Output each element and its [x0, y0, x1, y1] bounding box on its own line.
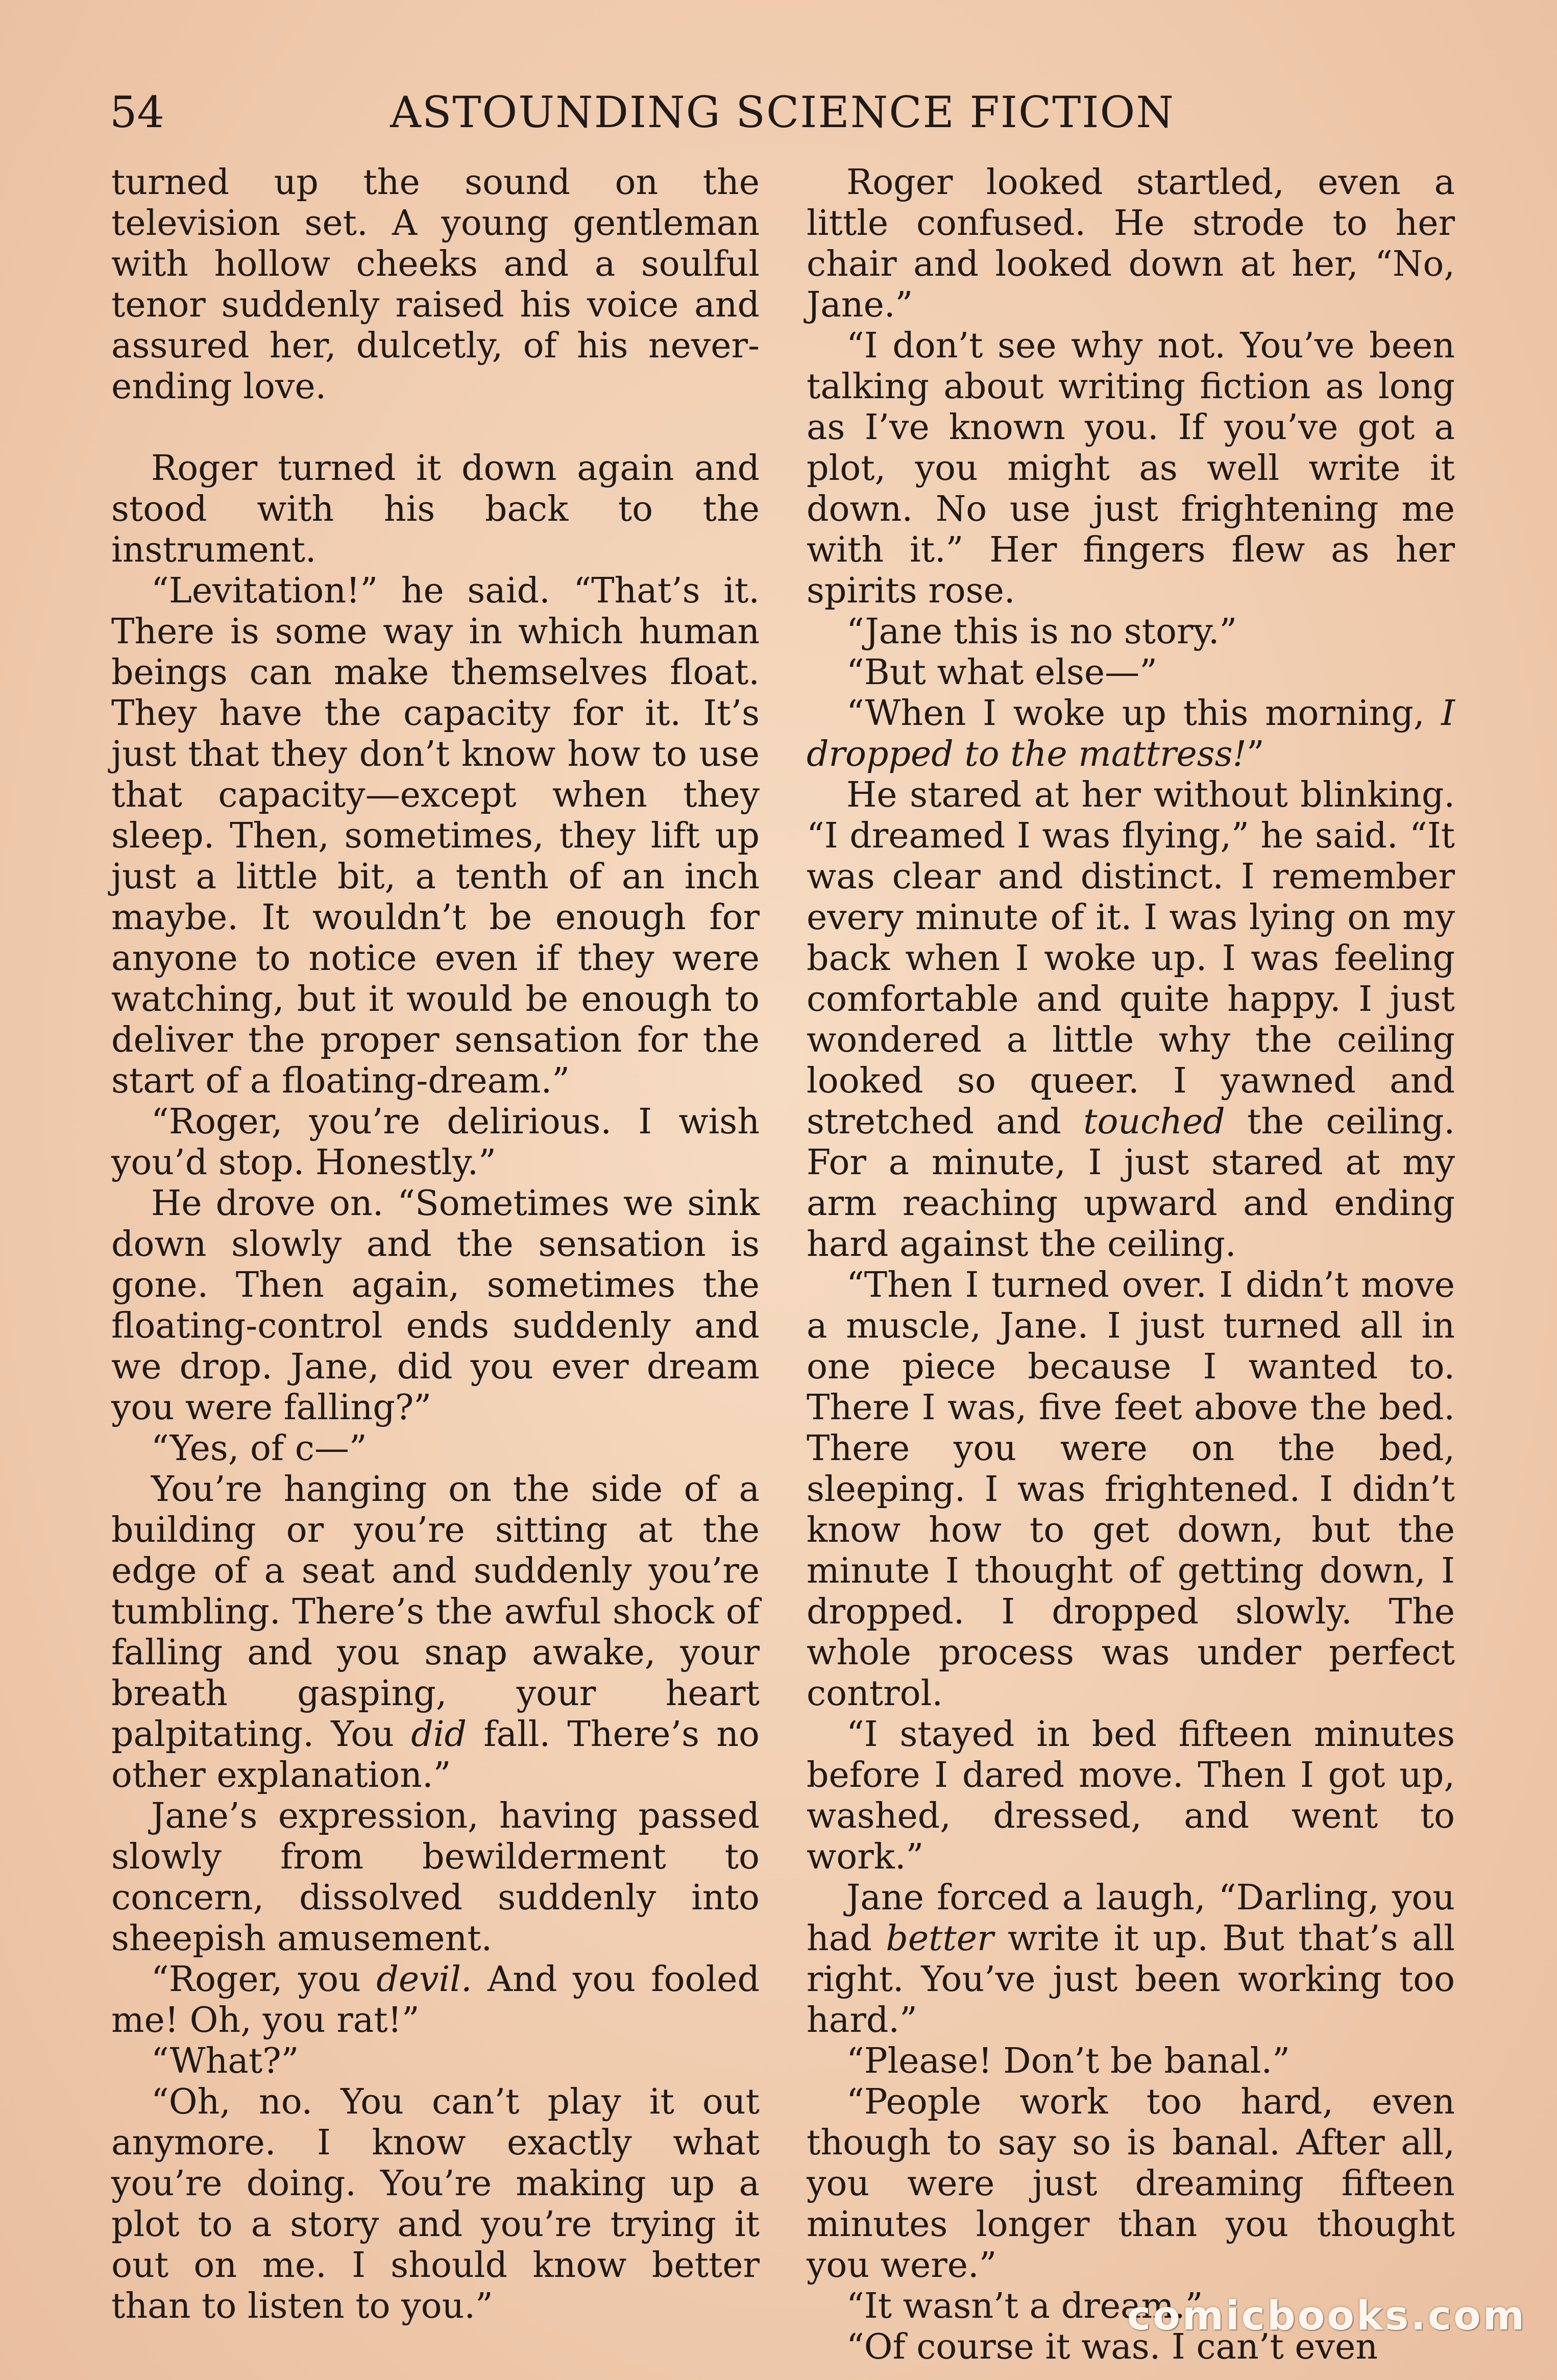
- watermark: comicbooks.com: [1127, 2293, 1526, 2339]
- paragraph: Roger looked startled, even a little confused. He strode to her chair and looked down at her, “No, Jane.”: [807, 162, 1455, 325]
- paragraph: He drove on. “Sometimes we sink down slowly and the sensation is gone. Then again, sometimes the floating-control ends suddenly and we drop. Jane, did you ever dream you were falling?”: [111, 1183, 760, 1428]
- paragraph: “It wasn’t a dream.”: [846, 2286, 1203, 2326]
- paragraph: “When I woke up this morning, I dropped to the mattress!”: [807, 693, 1455, 774]
- paragraph: “Oh, no. You can’t play it out anymore. I know exactly what you’re doing. You’re making up a plot to a story and you’re trying it out on me. I should know better than to listen to you.”: [111, 2082, 760, 2326]
- paragraph: “Then I turned over. I didn’t move a muscle, Jane. I just turned all in one piece because I wanted to. There I was, five feet above the bed. There you were on the bed, sleeping. I was frightened. I didn’t know how to get down, but the minute I thought of getting down, I dropped. I dropped slowly. The whole process was under perfect control.: [807, 1265, 1455, 1714]
- paragraph: “Levitation!” he said. “That’s it. There is some way in which human beings can make themselves float. They have the capacity for it. It’s just that they don’t know how to use that capacity—except when they sleep. Then, sometimes, they lift up just a little bit, a tenth of an inch maybe. It wouldn’t be enough for anyone to notice even if they were watching, but it would be enough to deliver the proper sensation for the start of a floating-dream.”: [111, 571, 760, 1101]
- emphasis: touched: [1083, 1102, 1225, 1142]
- paragraph: “Please! Don’t be banal.”: [846, 2041, 1290, 2081]
- paragraph: turned up the sound on the television set. A young gentleman with hollow cheeks and a soulful tenor suddenly raised his voice and assured her, dulcetly, of his never-ending love.: [111, 162, 760, 407]
- right-column: [807, 162, 1455, 2368]
- page-number: 54: [110, 87, 164, 137]
- paragraph: You’re hanging on the side of a building or you’re sitting at the edge of a seat and suddenly you’re tumbling. There’s the awful shock of falling and you snap awake, your breath gasping, your heart palpitating. You did fall. There’s no other explanation.”: [111, 1469, 760, 1795]
- paragraph: “What?”: [151, 2041, 299, 2081]
- left-column: [111, 162, 760, 2327]
- paragraph: Jane’s expression, having passed slowly from bewilderment to concern, dissolved suddenly into sheepish amusement.: [111, 1796, 760, 1959]
- paragraph: “People work too hard, even though to say so is banal. After all, you were just dreaming fifteen minutes longer than you thought you were.”: [807, 2082, 1455, 2286]
- paragraph: “But what else—”: [846, 652, 1157, 693]
- paragraph: “Of course it was. I can’t even: [846, 2327, 1378, 2367]
- paragraph: “Roger, you devil. And you fooled me! Oh, you rat!”: [111, 1959, 760, 2041]
- paragraph: “Roger, you’re delirious. I wish you’d stop. Honestly.”: [111, 1102, 760, 1183]
- emphasis: did: [411, 1714, 467, 1755]
- paragraph: Jane forced a laugh, “Darling, you had better write it up. But that’s all right. You’ve just been working too hard.”: [807, 1878, 1455, 2041]
- emphasis: better: [886, 1918, 994, 1959]
- emphasis: devil.: [376, 1959, 472, 2000]
- paragraph: Roger turned it down again and stood with his back to the instrument.: [111, 448, 760, 570]
- page-header: [110, 82, 1455, 153]
- emphasis: I dropped to the mattress!: [807, 693, 1455, 774]
- paragraph: He stared at her without blinking. “I dreamed I was flying,” he said. “It was clear and distinct. I remember every minute of it. I was lying on my back when I woke up. I was feeling comfortable and quite happy. I just wondered a little why the ceiling looked so queer. I yawned and stretched and touched the ceiling. For a minute, I just stared at my arm reaching upward and ending hard against the ceiling.: [807, 775, 1455, 1265]
- paragraph: “I don’t see why not. You’ve been talking about writing fiction as long as I’ve known you. If you’ve got a plot, you might as well write it down. No use just frightening me with it.” Her fingers flew as her spirits rose.: [807, 326, 1455, 611]
- running-title: ASTOUNDING SCIENCE FICTION: [390, 87, 1175, 137]
- paragraph: “Yes, of c—”: [151, 1428, 367, 1469]
- paragraph: “I stayed in bed fifteen minutes before I dared move. Then I got up, washed, dressed, and went to work.”: [807, 1714, 1455, 1877]
- paragraph: “Jane this is no story.”: [846, 612, 1237, 652]
